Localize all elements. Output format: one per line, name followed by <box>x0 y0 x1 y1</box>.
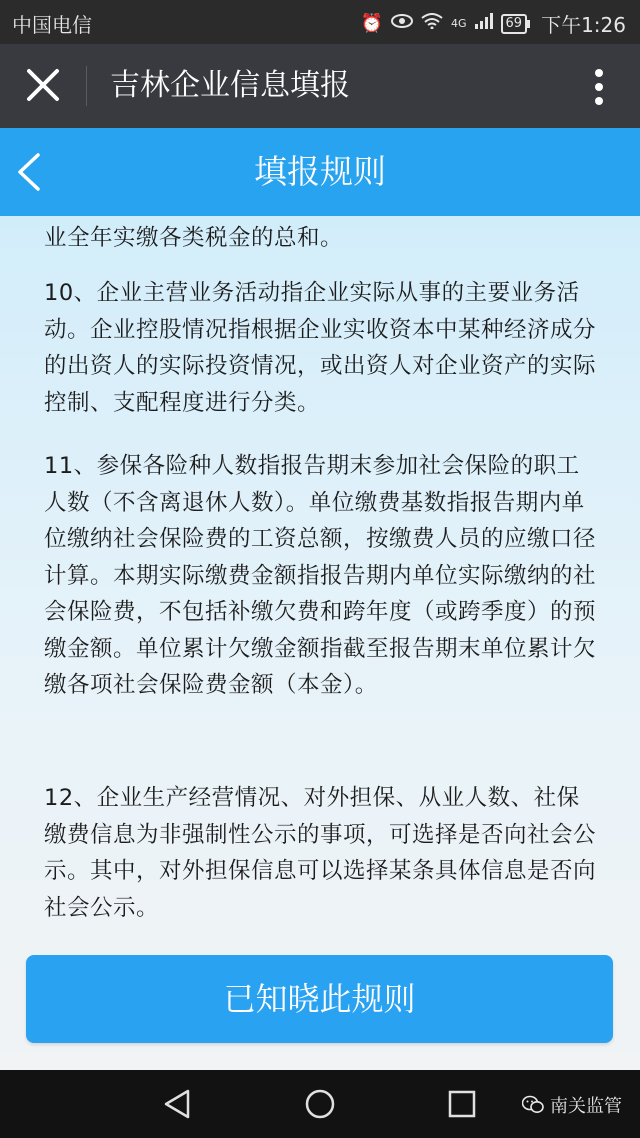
page-title: 填报规则 <box>254 152 386 191</box>
wifi-icon <box>421 13 443 34</box>
clock-label: 下午1:26 <box>541 13 626 37</box>
close-icon[interactable] <box>26 68 60 102</box>
battery-icon: 69 <box>501 14 528 34</box>
wechat-logo-icon <box>522 1095 544 1115</box>
rules-content[interactable] <box>0 216 640 1070</box>
rule-paragraph: 业全年实缴各类税金的总和。 <box>44 225 344 251</box>
rule-paragraph: 11、参保各险种人数指报告期末参加社会保险的职工人数（不含离退休人数）。单位缴费基数指报告期内单位缴纳社会保险费的工资总额，按缴费人员的应缴口径计算。本期实际缴费金额指报告期内单位实际缴纳的社会保险费，不包括补缴欠费和跨年度（或跨季度）的预缴金额。单位累计欠缴金额指截至报告期末单位累计欠缴各项社会保险费金额（本金）。 <box>44 453 597 698</box>
network-type-label: 4G <box>451 16 467 30</box>
back-triangle-icon[interactable] <box>162 1088 194 1120</box>
wechat-title-bar <box>0 44 640 128</box>
watermark <box>522 1092 622 1118</box>
wechat-page-title: 吉林企业信息填报 <box>110 68 350 103</box>
more-options-icon[interactable] <box>594 68 604 106</box>
title-divider <box>86 66 87 106</box>
status-bar <box>0 0 640 44</box>
eye-icon <box>391 13 413 34</box>
status-icons <box>361 9 626 38</box>
rule-paragraph: 10、企业主营业务活动指企业实际从事的主要业务活动。企业控股情况指根据企业实收资本中某种经济成分的出资人的实际投资情况，或出资人对企业资产的实际控制、支配程度进行分类。 <box>44 280 597 416</box>
system-nav-bar <box>0 1070 640 1138</box>
rule-paragraph: 12、企业生产经营情况、对外担保、从业人数、社保缴费信息为非强制性公示的事项，可选择是否向社会公示。其中，对外担保信息可以选择某条具体信息是否向社会公示。 <box>44 785 597 921</box>
signal-icon <box>475 13 493 34</box>
page-header <box>0 128 640 216</box>
carrier-label: 中国电信 <box>12 13 92 37</box>
acknowledge-rules-button[interactable]: 已知晓此规则 <box>26 955 613 1043</box>
alarm-icon: ⏰ <box>360 13 383 34</box>
recents-square-icon[interactable] <box>446 1088 478 1120</box>
home-circle-icon[interactable] <box>304 1088 336 1120</box>
watermark-text: 南关监管 <box>550 1096 622 1117</box>
